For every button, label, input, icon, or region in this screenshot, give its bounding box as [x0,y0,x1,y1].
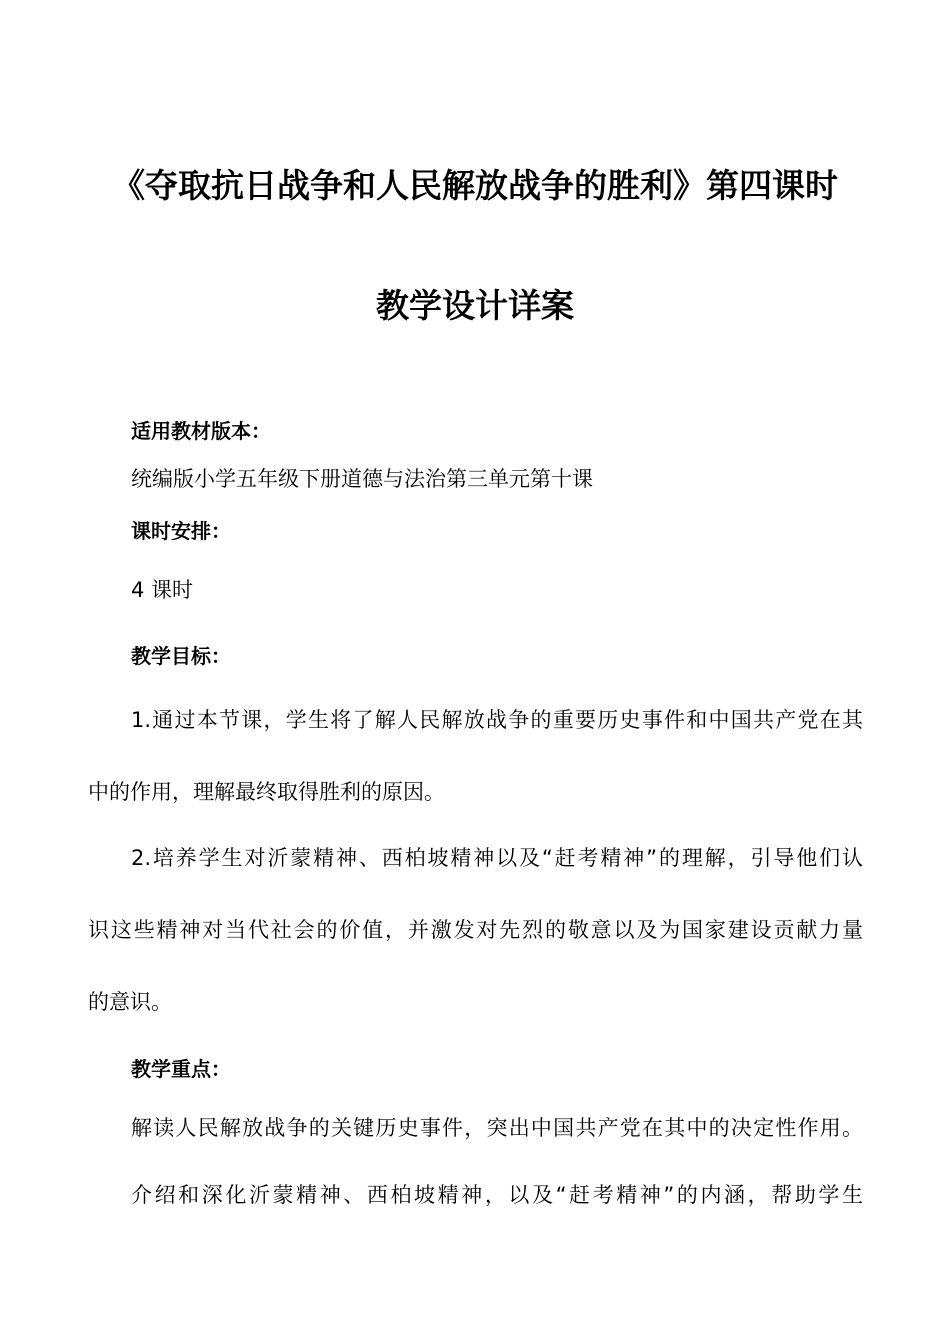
objective-2-line-2: 识这些精神对当代社会的价值，并激发对先烈的敬意以及为国家建设贡献力量 [88,918,863,942]
objective-2-line-3: 的意识。 [88,990,172,1014]
objective-2-line-1: 2.培养学生对沂蒙精神、西柏坡精神以及“赶考精神”的理解，引导他们认 [131,846,863,870]
textbook-value: 统编版小学五年级下册道德与法治第三单元第十课 [131,467,593,491]
objective-1-line-2: 中的作用，理解最终取得胜利的原因。 [88,780,445,804]
objective-1-line-1: 1.通过本节课，学生将了解人民解放战争的重要历史事件和中国共产党在其 [131,708,863,732]
key-point-2-line-1: 介绍和深化沂蒙精神、西柏坡精神，以及“赶考精神”的内涵，帮助学生 [131,1183,863,1207]
document-title-line-1: 《夺取抗日战争和人民解放战争的胜利》第四课时 [112,166,838,205]
objectives-heading: 教学目标： [131,644,231,668]
key-points-heading: 教学重点： [131,1057,231,1081]
document-title-line-2: 教学设计详案 [376,286,574,325]
textbook-heading: 适用教材版本： [131,419,271,443]
schedule-heading: 课时安排： [131,519,231,543]
key-point-1: 解读人民解放战争的关键历史事件，突出中国共产党在其中的决定性作用。 [131,1116,863,1140]
schedule-value: 4 课时 [131,578,194,602]
